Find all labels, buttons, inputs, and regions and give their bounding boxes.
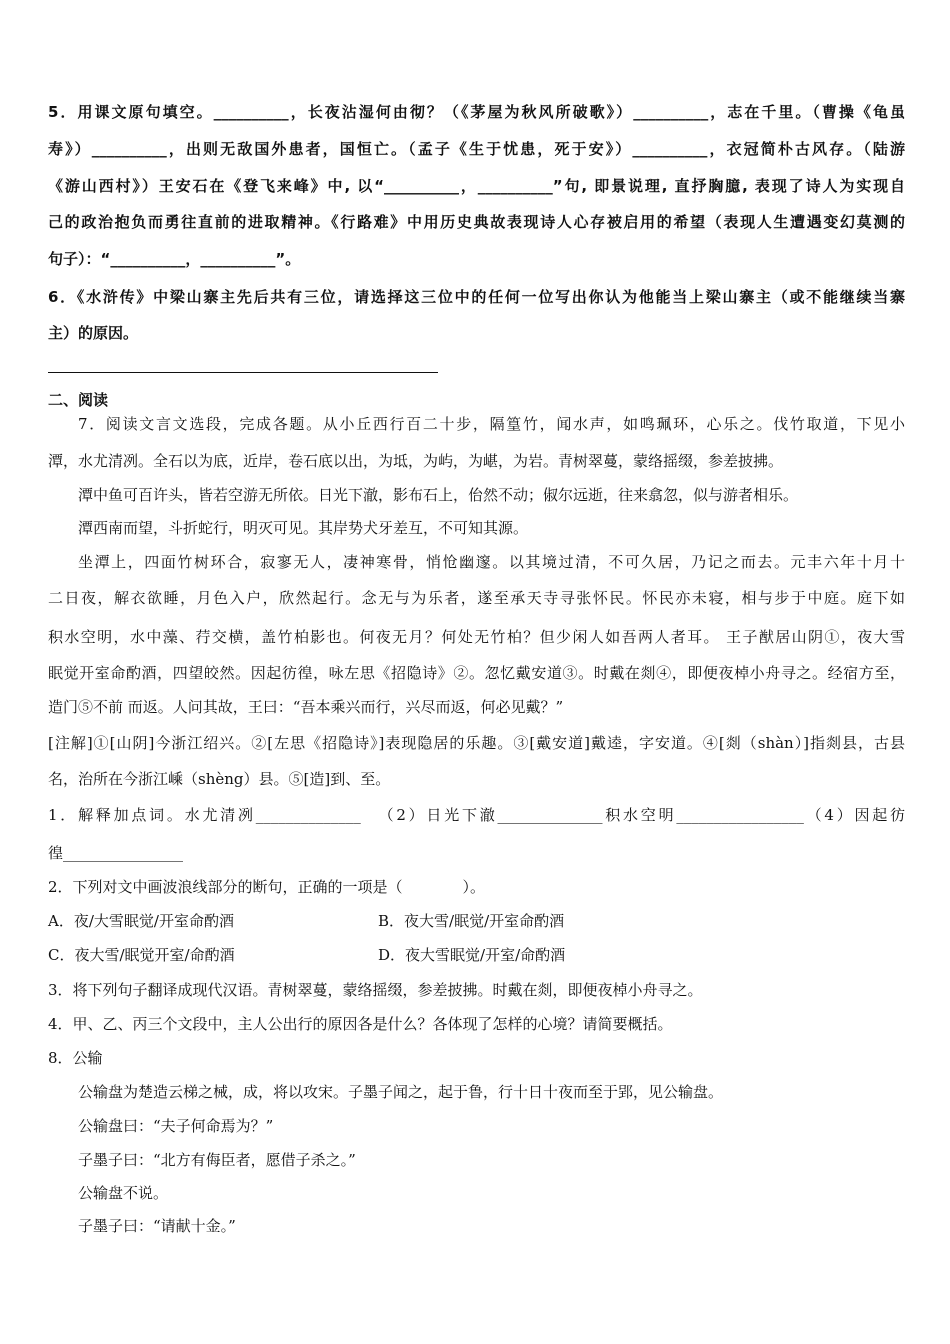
q6-line: 主）的原因。: [48, 324, 139, 342]
q6-line: 6．《水浒传》中梁山寨主先后共有三位，请选择这三位中的任何一位写出你认为他能当上梁山寨主（或不能继续当寨: [48, 288, 905, 306]
passage-line: 潭西南而望，斗折蛇行，明灭可见。其岸势犬牙差互，不可知其源。: [78, 519, 529, 537]
q5-line: 5．用课文原句填空。__________，长夜沾湿何由彻？（《茅屋为秋风所破歌》）__________，志在千里。（曹操《龟虽: [48, 103, 905, 121]
q8-line: 公输盘不说。: [78, 1184, 169, 1202]
passage-line: 潭中鱼可百许头，皆若空游无所依。日光下澈，影布石上，佁然不动；俶尔远逝，往来翕忽，似与游者相乐。: [78, 486, 799, 504]
sub-question-1: 1．解释加点词。水尤清冽______________ （2）日光下澈______________积水空明_________________（4）因起彷: [48, 806, 905, 824]
option-d[interactable]: D．夜大雪眠觉/开室/命酌酒: [378, 946, 566, 964]
q5-line: 己的政治抱负而勇往直前的进取精神。《行路难》中用历史典故表现诗人心存被启用的希望（表现人生遭遇变幻莫测的: [48, 213, 905, 231]
passage-line: 眠觉开室命酌酒，四望皎然。因起彷徨，咏左思《招隐诗》②。忽忆戴安道③。时戴在剡④，即便夜棹小舟寻之。经宿方至，: [48, 664, 905, 682]
q8-line: 子墨子曰：“北方有侮臣者，愿借子杀之。”: [78, 1151, 356, 1169]
answer-line: [48, 372, 438, 373]
q8-line: 公输盘为楚造云梯之械，成，将以攻宋。子墨子闻之，起于鲁，行十日十夜而至于郢，见公输盘。: [78, 1083, 724, 1101]
q5-line: 句子）：“__________，__________”。: [48, 250, 301, 268]
sub-question-1-cont: 徨________________: [48, 844, 184, 862]
passage-line: 造门⑤不前 而返。人问其故，王曰：“吾本乘兴而行，兴尽而返，何必见戴？”: [48, 698, 564, 716]
passage-line: 7．阅读文言文选段，完成各题。从小丘西行百二十步，隔篁竹，闻水声，如鸣珮环，心乐之。伐竹取道，下见小: [78, 415, 905, 433]
q8-line: 子墨子曰：“请献十金。”: [78, 1217, 236, 1235]
passage-line: 潭，水尤清冽。全石以为底，近岸，卷石底以出，为坻，为屿，为嵁，为岩。青树翠蔓，蒙络摇缀，参差披拂。: [48, 452, 784, 470]
option-a[interactable]: A．夜/大雪眠觉/开室命酌酒: [48, 912, 234, 930]
sub-question-2: 2．下列对文中画波浪线部分的断句，正确的一项是（ ）。: [48, 878, 486, 896]
q8-title: 8．公输: [48, 1049, 103, 1067]
passage-line: 二日夜，解衣欲睡，月色入户，欣然起行。念无与为乐者，遂至承天寺寻张怀民。怀民亦未寝，相与步于中庭。庭下如: [48, 589, 905, 607]
q5-line: 《游山西村》）王安石在《登飞来峰》中, 以“__________，__________”句, 即景说理, 直抒胸臆, 表现了诗人为实现自: [48, 177, 905, 195]
q8-line: 公输盘曰：“夫子何命焉为？”: [78, 1117, 274, 1135]
section-heading: 二、阅读: [48, 391, 109, 409]
sub-question-3: 3．将下列句子翻译成现代汉语。青树翠蔓，蒙络摇缀，参差披拂。时戴在剡，即便夜棹小舟寻之。: [48, 981, 703, 999]
q5-line: 寿》）__________，出则无敌国外患者，国恒亡。（孟子《生于忧患，死于安》）__________，衣冠简朴古风存。（陆游: [48, 140, 905, 158]
option-c[interactable]: C．夜大雪/眠觉开室/命酌酒: [48, 946, 235, 964]
annotation-line: [注解]①[山阴]今浙江绍兴。②[左思《招隐诗》]表现隐居的乐趣。③[戴安道]戴逵，字安道。④[剡（shàn）]指剡县，古县: [48, 734, 905, 752]
option-b[interactable]: B．夜大雪/眠觉/开室命酌酒: [378, 912, 565, 930]
annotation-line: 名，治所在今浙江嵊（shèng）县。⑤[造]到、至。: [48, 770, 391, 788]
passage-line: 坐潭上，四面竹树环合，寂寥无人，凄神寒骨，悄怆幽邃。以其境过清，不可久居，乃记之而去。元丰六年十月十: [78, 553, 905, 571]
passage-line: 积水空明，水中藻、荇交横，盖竹柏影也。何夜无月？何处无竹柏？但少闲人如吾两人者耳。 王子猷居山阴①，夜大雪: [48, 628, 905, 646]
sub-question-4: 4．甲、乙、丙三个文段中，主人公出行的原因各是什么？各体现了怎样的心境？请简要概括。: [48, 1015, 673, 1033]
